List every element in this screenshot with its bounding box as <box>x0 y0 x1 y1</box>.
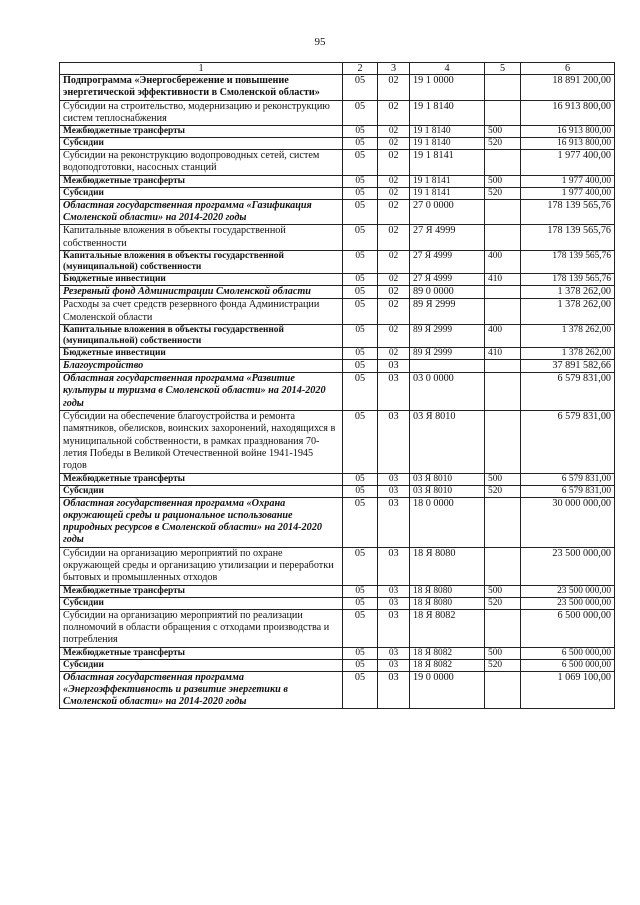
section-code: 05 <box>343 347 378 359</box>
target-article-code: 18 Я 8082 <box>410 647 485 659</box>
amount: 6 579 831,00 <box>521 473 615 485</box>
section-code: 05 <box>343 473 378 485</box>
column-header: 4 <box>410 63 485 75</box>
target-article-code: 89 0 0000 <box>410 285 485 298</box>
row-name: Субсидии <box>60 485 343 497</box>
row-name: Капитальные вложения в объекты государственной (муниципальной) собственности <box>60 250 343 273</box>
target-article-code: 19 1 8140 <box>410 138 485 150</box>
page-number: 95 <box>314 36 326 48</box>
section-code: 05 <box>343 659 378 671</box>
expense-type-code <box>485 359 521 372</box>
header-row <box>60 63 615 75</box>
amount: 6 579 831,00 <box>521 411 615 473</box>
target-article-code: 89 Я 2999 <box>410 299 485 325</box>
subsection-code: 02 <box>378 138 410 150</box>
table-row <box>60 187 615 199</box>
expense-type-code <box>485 75 521 101</box>
section-code: 05 <box>343 485 378 497</box>
amount: 23 500 000,00 <box>521 547 615 585</box>
target-article-code: 27 Я 4999 <box>410 225 485 251</box>
subsection-code: 02 <box>378 273 410 285</box>
row-name: Областная государственная программа «Развитие культуры и туризма в Смоленской области» на 2014-2020 годы <box>60 373 343 411</box>
subsection-code: 02 <box>378 199 410 225</box>
section-code: 05 <box>343 199 378 225</box>
target-article-code <box>410 359 485 372</box>
target-article-code: 27 Я 4999 <box>410 250 485 273</box>
expense-type-code <box>485 225 521 251</box>
row-name: Субсидии на обеспечение благоустройства и ремонта памятников, обелисков, воинских захоронений, находящихся в муниципальной собственности, в рамках празднования 70-летия Победы в Великой Отечественной войне 1941-1945 годов <box>60 411 343 473</box>
section-code: 05 <box>343 250 378 273</box>
section-code: 05 <box>343 75 378 101</box>
amount: 1 378 262,00 <box>521 285 615 298</box>
expense-type-code: 500 <box>485 126 521 138</box>
table-row <box>60 75 615 101</box>
table-row <box>60 411 615 473</box>
expense-type-code <box>485 411 521 473</box>
row-name: Субсидии <box>60 138 343 150</box>
row-name: Межбюджетные трансферты <box>60 126 343 138</box>
table-row <box>60 373 615 411</box>
expense-type-code: 520 <box>485 138 521 150</box>
row-name: Межбюджетные трансферты <box>60 473 343 485</box>
table-row <box>60 299 615 325</box>
target-article-code: 19 1 8141 <box>410 175 485 187</box>
section-code: 05 <box>343 285 378 298</box>
subsection-code: 02 <box>378 75 410 101</box>
target-article-code: 03 Я 8010 <box>410 473 485 485</box>
section-code: 05 <box>343 273 378 285</box>
expense-type-code: 500 <box>485 473 521 485</box>
target-article-code: 19 1 8140 <box>410 100 485 126</box>
amount: 16 913 800,00 <box>521 138 615 150</box>
section-code: 05 <box>343 647 378 659</box>
section-code: 05 <box>343 138 378 150</box>
target-article-code: 89 Я 2999 <box>410 324 485 347</box>
subsection-code: 03 <box>378 609 410 647</box>
amount: 178 139 565,76 <box>521 250 615 273</box>
row-name: Субсидии на строительство, модернизацию и реконструкцию систем теплоснабжения <box>60 100 343 126</box>
table-row <box>60 359 615 372</box>
subsection-code: 03 <box>378 647 410 659</box>
table-row <box>60 585 615 597</box>
target-article-code: 18 Я 8082 <box>410 659 485 671</box>
row-name: Субсидии на реконструкцию водопроводных сетей, систем водоподготовки, насосных станций <box>60 150 343 176</box>
table-row <box>60 324 615 347</box>
amount: 1 378 262,00 <box>521 324 615 347</box>
expense-type-code: 400 <box>485 324 521 347</box>
amount: 6 500 000,00 <box>521 609 615 647</box>
target-article-code: 03 Я 8010 <box>410 411 485 473</box>
amount: 1 977 400,00 <box>521 175 615 187</box>
expense-type-code: 500 <box>485 585 521 597</box>
row-name: Капитальные вложения в объекты государственной (муниципальной) собственности <box>60 324 343 347</box>
row-name: Субсидии <box>60 659 343 671</box>
expense-type-code <box>485 497 521 547</box>
amount: 1 378 262,00 <box>521 347 615 359</box>
amount: 1 977 400,00 <box>521 150 615 176</box>
amount: 1 977 400,00 <box>521 187 615 199</box>
subsection-code: 02 <box>378 225 410 251</box>
target-article-code: 27 Я 4999 <box>410 273 485 285</box>
amount: 6 579 831,00 <box>521 373 615 411</box>
table-row <box>60 126 615 138</box>
section-code: 05 <box>343 150 378 176</box>
section-code: 05 <box>343 359 378 372</box>
row-name: Бюджетные инвестиции <box>60 273 343 285</box>
table-row <box>60 671 615 709</box>
subsection-code: 03 <box>378 485 410 497</box>
expense-type-code <box>485 150 521 176</box>
table-row <box>60 597 615 609</box>
table-row <box>60 250 615 273</box>
table-row <box>60 609 615 647</box>
row-name: Расходы за счет средств резервного фонда Администрации Смоленской области <box>60 299 343 325</box>
column-header: 5 <box>485 63 521 75</box>
section-code: 05 <box>343 299 378 325</box>
row-name: Областная государственная программа «Энергоэффективность и развитие энергетики в Смоленской области» на 2014-2020 годы <box>60 671 343 709</box>
table-row <box>60 150 615 176</box>
subsection-code: 02 <box>378 347 410 359</box>
target-article-code: 27 0 0000 <box>410 199 485 225</box>
target-article-code: 19 1 8141 <box>410 150 485 176</box>
target-article-code: 19 1 0000 <box>410 75 485 101</box>
subsection-code: 03 <box>378 473 410 485</box>
expense-type-code <box>485 609 521 647</box>
section-code: 05 <box>343 585 378 597</box>
section-code: 05 <box>343 597 378 609</box>
expense-type-code <box>485 373 521 411</box>
section-code: 05 <box>343 411 378 473</box>
expense-type-code <box>485 100 521 126</box>
amount: 16 913 800,00 <box>521 100 615 126</box>
budget-table <box>59 62 615 709</box>
expense-type-code <box>485 199 521 225</box>
expense-type-code: 520 <box>485 187 521 199</box>
table-row <box>60 175 615 187</box>
subsection-code: 02 <box>378 126 410 138</box>
subsection-code: 03 <box>378 411 410 473</box>
expense-type-code: 400 <box>485 250 521 273</box>
target-article-code: 03 0 0000 <box>410 373 485 411</box>
target-article-code: 19 1 8140 <box>410 126 485 138</box>
table-row <box>60 547 615 585</box>
expense-type-code: 500 <box>485 647 521 659</box>
subsection-code: 03 <box>378 585 410 597</box>
amount: 178 139 565,76 <box>521 273 615 285</box>
expense-type-code: 520 <box>485 659 521 671</box>
subsection-code: 03 <box>378 547 410 585</box>
table-row <box>60 273 615 285</box>
target-article-code: 19 0 0000 <box>410 671 485 709</box>
amount: 178 139 565,76 <box>521 199 615 225</box>
table-row <box>60 100 615 126</box>
amount: 178 139 565,76 <box>521 225 615 251</box>
table-row <box>60 659 615 671</box>
subsection-code: 03 <box>378 373 410 411</box>
row-name: Субсидии <box>60 597 343 609</box>
row-name: Субсидии <box>60 187 343 199</box>
subsection-code: 03 <box>378 597 410 609</box>
section-code: 05 <box>343 609 378 647</box>
table-row <box>60 285 615 298</box>
expense-type-code: 520 <box>485 485 521 497</box>
expense-type-code <box>485 547 521 585</box>
table-row <box>60 225 615 251</box>
amount: 6 579 831,00 <box>521 485 615 497</box>
expense-type-code: 500 <box>485 175 521 187</box>
subsection-code: 02 <box>378 187 410 199</box>
row-name: Бюджетные инвестиции <box>60 347 343 359</box>
row-name: Субсидии на организацию мероприятий по охране окружающей среды и организацию утилизации и переработки бытовых и промышленных отходов <box>60 547 343 585</box>
target-article-code: 03 Я 8010 <box>410 485 485 497</box>
section-code: 05 <box>343 671 378 709</box>
subsection-code: 02 <box>378 299 410 325</box>
amount: 6 500 000,00 <box>521 647 615 659</box>
amount: 30 000 000,00 <box>521 497 615 547</box>
amount: 23 500 000,00 <box>521 597 615 609</box>
target-article-code: 19 1 8141 <box>410 187 485 199</box>
expense-type-code <box>485 299 521 325</box>
expense-type-code <box>485 285 521 298</box>
table-row <box>60 647 615 659</box>
subsection-code: 02 <box>378 250 410 273</box>
amount: 16 913 800,00 <box>521 126 615 138</box>
target-article-code: 18 Я 8080 <box>410 547 485 585</box>
row-name: Межбюджетные трансферты <box>60 647 343 659</box>
target-article-code: 18 Я 8080 <box>410 597 485 609</box>
column-header: 2 <box>343 63 378 75</box>
section-code: 05 <box>343 497 378 547</box>
row-name: Подпрограмма «Энергосбережение и повышение энергетической эффективности в Смоленской области» <box>60 75 343 101</box>
row-name: Областная государственная программа «Газификация Смоленской области» на 2014-2020 годы <box>60 199 343 225</box>
section-code: 05 <box>343 187 378 199</box>
subsection-code: 02 <box>378 100 410 126</box>
expense-type-code: 410 <box>485 273 521 285</box>
row-name: Областная государственная программа «Охрана окружающей среды и рациональное использование природных ресурсов в Смоленской области» на 2014-2020 годы <box>60 497 343 547</box>
table-row <box>60 485 615 497</box>
row-name: Межбюджетные трансферты <box>60 585 343 597</box>
amount: 37 891 582,66 <box>521 359 615 372</box>
section-code: 05 <box>343 373 378 411</box>
row-name: Межбюджетные трансферты <box>60 175 343 187</box>
target-article-code: 89 Я 2999 <box>410 347 485 359</box>
expense-type-code <box>485 671 521 709</box>
target-article-code: 18 Я 8082 <box>410 609 485 647</box>
section-code: 05 <box>343 547 378 585</box>
subsection-code: 02 <box>378 150 410 176</box>
amount: 18 891 200,00 <box>521 75 615 101</box>
expense-type-code: 410 <box>485 347 521 359</box>
section-code: 05 <box>343 324 378 347</box>
table-row <box>60 497 615 547</box>
column-header: 3 <box>378 63 410 75</box>
section-code: 05 <box>343 126 378 138</box>
amount: 23 500 000,00 <box>521 585 615 597</box>
table-row <box>60 347 615 359</box>
amount: 1 069 100,00 <box>521 671 615 709</box>
section-code: 05 <box>343 225 378 251</box>
amount: 6 500 000,00 <box>521 659 615 671</box>
subsection-code: 02 <box>378 324 410 347</box>
amount: 1 378 262,00 <box>521 299 615 325</box>
table-row <box>60 473 615 485</box>
subsection-code: 02 <box>378 285 410 298</box>
section-code: 05 <box>343 100 378 126</box>
column-header: 1 <box>60 63 343 75</box>
subsection-code: 03 <box>378 497 410 547</box>
subsection-code: 02 <box>378 175 410 187</box>
subsection-code: 03 <box>378 359 410 372</box>
subsection-code: 03 <box>378 659 410 671</box>
table-row <box>60 199 615 225</box>
section-code: 05 <box>343 175 378 187</box>
row-name: Капитальные вложения в объекты государственной собственности <box>60 225 343 251</box>
target-article-code: 18 0 0000 <box>410 497 485 547</box>
subsection-code: 03 <box>378 671 410 709</box>
column-header: 6 <box>521 63 615 75</box>
table-row <box>60 138 615 150</box>
target-article-code: 18 Я 8080 <box>410 585 485 597</box>
row-name: Благоустройство <box>60 359 343 372</box>
row-name: Субсидии на организацию мероприятий по реализации полномочий в области обращения с отходами производства и потребления <box>60 609 343 647</box>
row-name: Резервный фонд Администрации Смоленской области <box>60 285 343 298</box>
expense-type-code: 520 <box>485 597 521 609</box>
